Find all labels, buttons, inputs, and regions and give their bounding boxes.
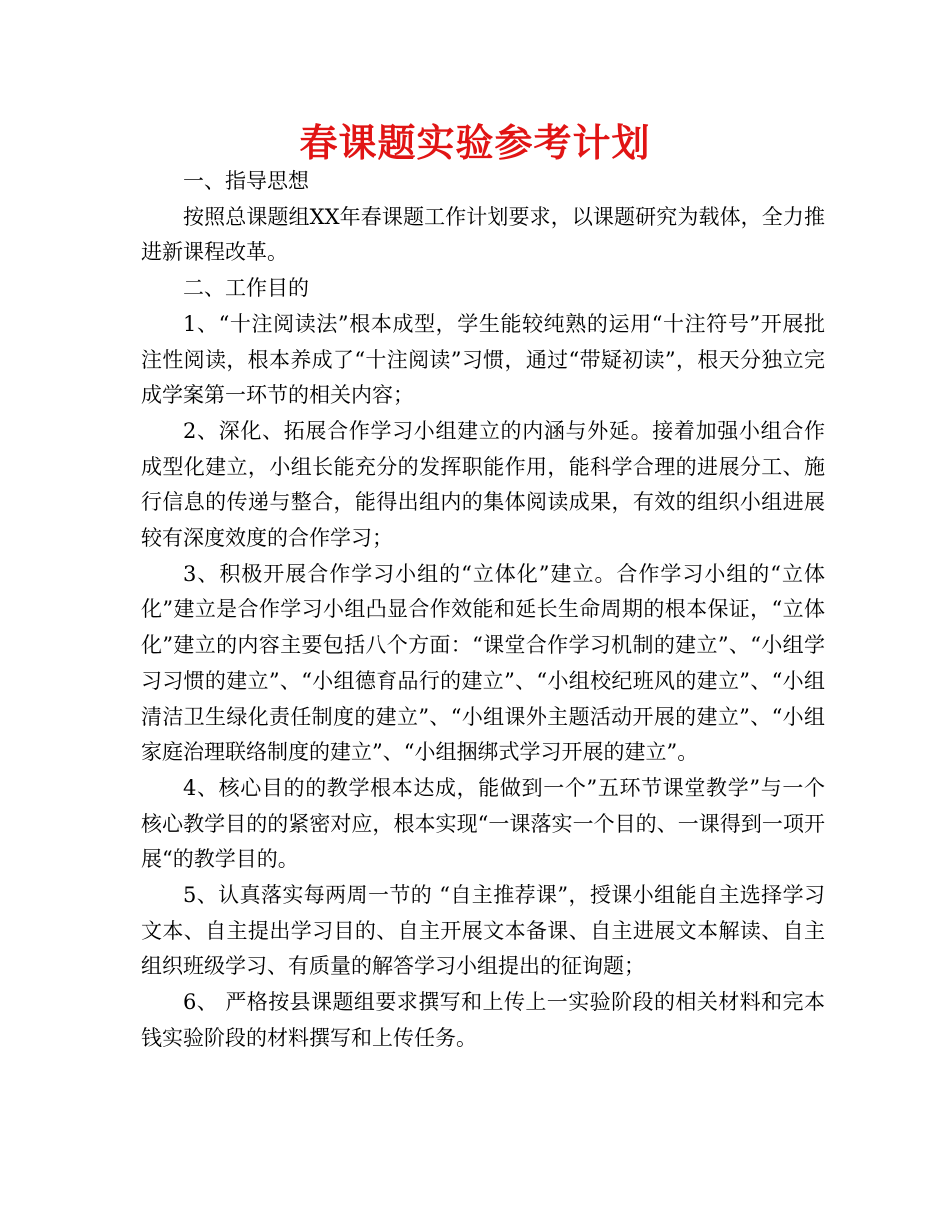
goal-item-4: 4、核心目的的教学根本达成，能做到一个”五环节课堂教学”与一个核心教学目的的紧密对应，根本实现“一课落实一个目的、一课得到一项开展“的教学目的。 bbox=[141, 775, 825, 872]
goal-item-2: 2、深化、拓展合作学习小组建立的内涵与外延。接着加强小组合作成型化建立，小组长能充分的发挥职能作用，能科学合理的进展分工、施行信息的传递与整合，能得出组内的集体阅读成果，有效的组织小组进展较有深度效度的合作学习； bbox=[141, 418, 825, 551]
goal-item-3: 3、积极开展合作学习小组的“立体化”建立。合作学习小组的“立体化”建立是合作学习小组凸显合作效能和延长生命周期的根本保证，“立体化”建立的内容主要包括八个方面：“课堂合作学习机制的建立”、“小组学习习惯的建立”、“小组德育品行的建立”、“小组校纪班风的建立”、“小组清洁卫生绿化责任制度的建立”、“小组课外主题活动开展的建立”、“小组家庭治理联络制度的建立”、“小组捆绑式学习开展的建立”。 bbox=[141, 561, 825, 765]
document-body bbox=[141, 164, 825, 1057]
paragraph-guiding-thought: 按照总课题组XX年春课题工作计划要求，以课题研究为载体，全力推进新课程改革。 bbox=[141, 204, 825, 265]
section-heading-work-goals: 二、工作目的 bbox=[183, 276, 309, 301]
goal-item-5: 5、认真落实每两周一节的 “自主推荐课”，授课小组能自主选择学习文本、自主提出学习目的、自主开展文本备课、自主进展文本解读、自主组织班级学习、有质量的解答学习小组提出的征询题； bbox=[141, 883, 825, 979]
goal-item-1: 1、“十注阅读法”根本成型，学生能较纯熟的运用“十注符号”开展批注性阅读，根本养成了“十注阅读”习惯，通过“带疑初读”，根天分独立完成学案第一环节的相关内容； bbox=[141, 311, 825, 408]
goal-item-6: 6、 严格按县课题组要求撰写和上传上一实验阶段的相关材料和完本钱实验阶段的材料撰写和上传任务。 bbox=[141, 990, 825, 1050]
document-title: 春课题实验参考计划 bbox=[299, 120, 651, 165]
section-heading-guiding-thought: 一、指导思想 bbox=[183, 169, 309, 193]
